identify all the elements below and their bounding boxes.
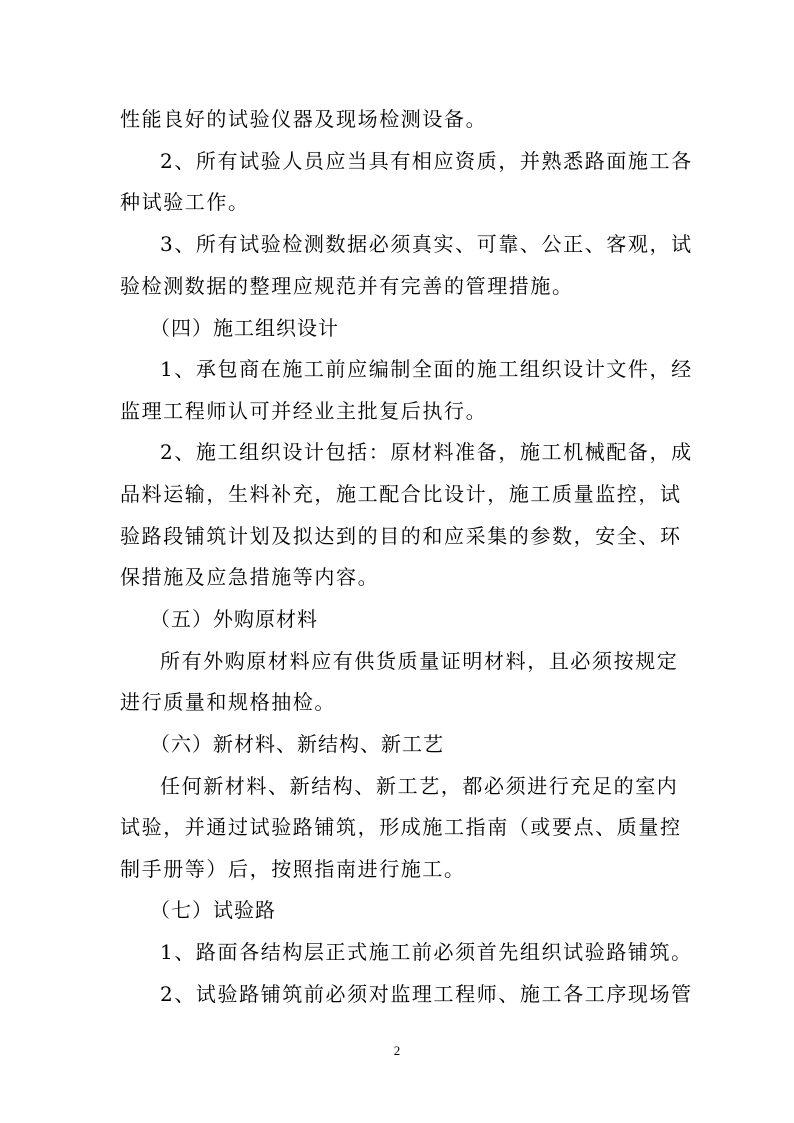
text-line: 2、施工组织设计包括：原材料准备，施工机械配备，成 bbox=[160, 440, 693, 464]
text-line: 保措施及应急措施等内容。 bbox=[120, 565, 380, 589]
section-heading: （七）试验路 bbox=[150, 898, 276, 922]
section-heading: （六）新材料、新结构、新工艺 bbox=[150, 732, 444, 756]
text-line: 所有外购原材料应有供货质量证明材料，且必须按规定 bbox=[160, 649, 679, 673]
section-heading: （四）施工组织设计 bbox=[150, 316, 339, 340]
text-line: 2、所有试验人员应当具有相应资质，并熟悉路面施工各 bbox=[160, 149, 693, 173]
page-number: 2 bbox=[393, 1043, 401, 1058]
text-line: 进行质量和规格抽检。 bbox=[120, 690, 336, 714]
text-line: 验检测数据的整理应规范并有完善的管理措施。 bbox=[120, 274, 574, 298]
text-line: 3、所有试验检测数据必须真实、可靠、公正、客观，试 bbox=[160, 232, 693, 256]
text-line: 任何新材料、新结构、新工艺，都必须进行充足的室内 bbox=[160, 774, 679, 798]
text-line: 2、试验路铺筑前必须对监理工程师、施工各工序现场管 bbox=[160, 982, 693, 1006]
text-line: 制手册等）后，按照指南进行施工。 bbox=[120, 857, 466, 881]
text-line: 种试验工作。 bbox=[120, 190, 250, 214]
text-line: 试验，并通过试验路铺筑，形成施工指南（或要点、质量控 bbox=[120, 815, 682, 839]
text-line: 监理工程师认可并经业主批复后执行。 bbox=[120, 399, 488, 423]
text-line: 品料运输，生料补充，施工配合比设计，施工质量监控，试 bbox=[120, 482, 682, 506]
section-heading: （五）外购原材料 bbox=[150, 607, 318, 631]
text-line: 性能良好的试验仪器及现场检测设备。 bbox=[120, 107, 488, 131]
text-line: 1、承包商在施工前应编制全面的施工组织设计文件，经 bbox=[160, 357, 693, 381]
text-line: 1、路面各结构层正式施工前必须首先组织试验路铺筑。 bbox=[160, 940, 693, 964]
text-line: 验路段铺筑计划及拟达到的目的和应采集的参数，安全、环 bbox=[120, 524, 682, 548]
